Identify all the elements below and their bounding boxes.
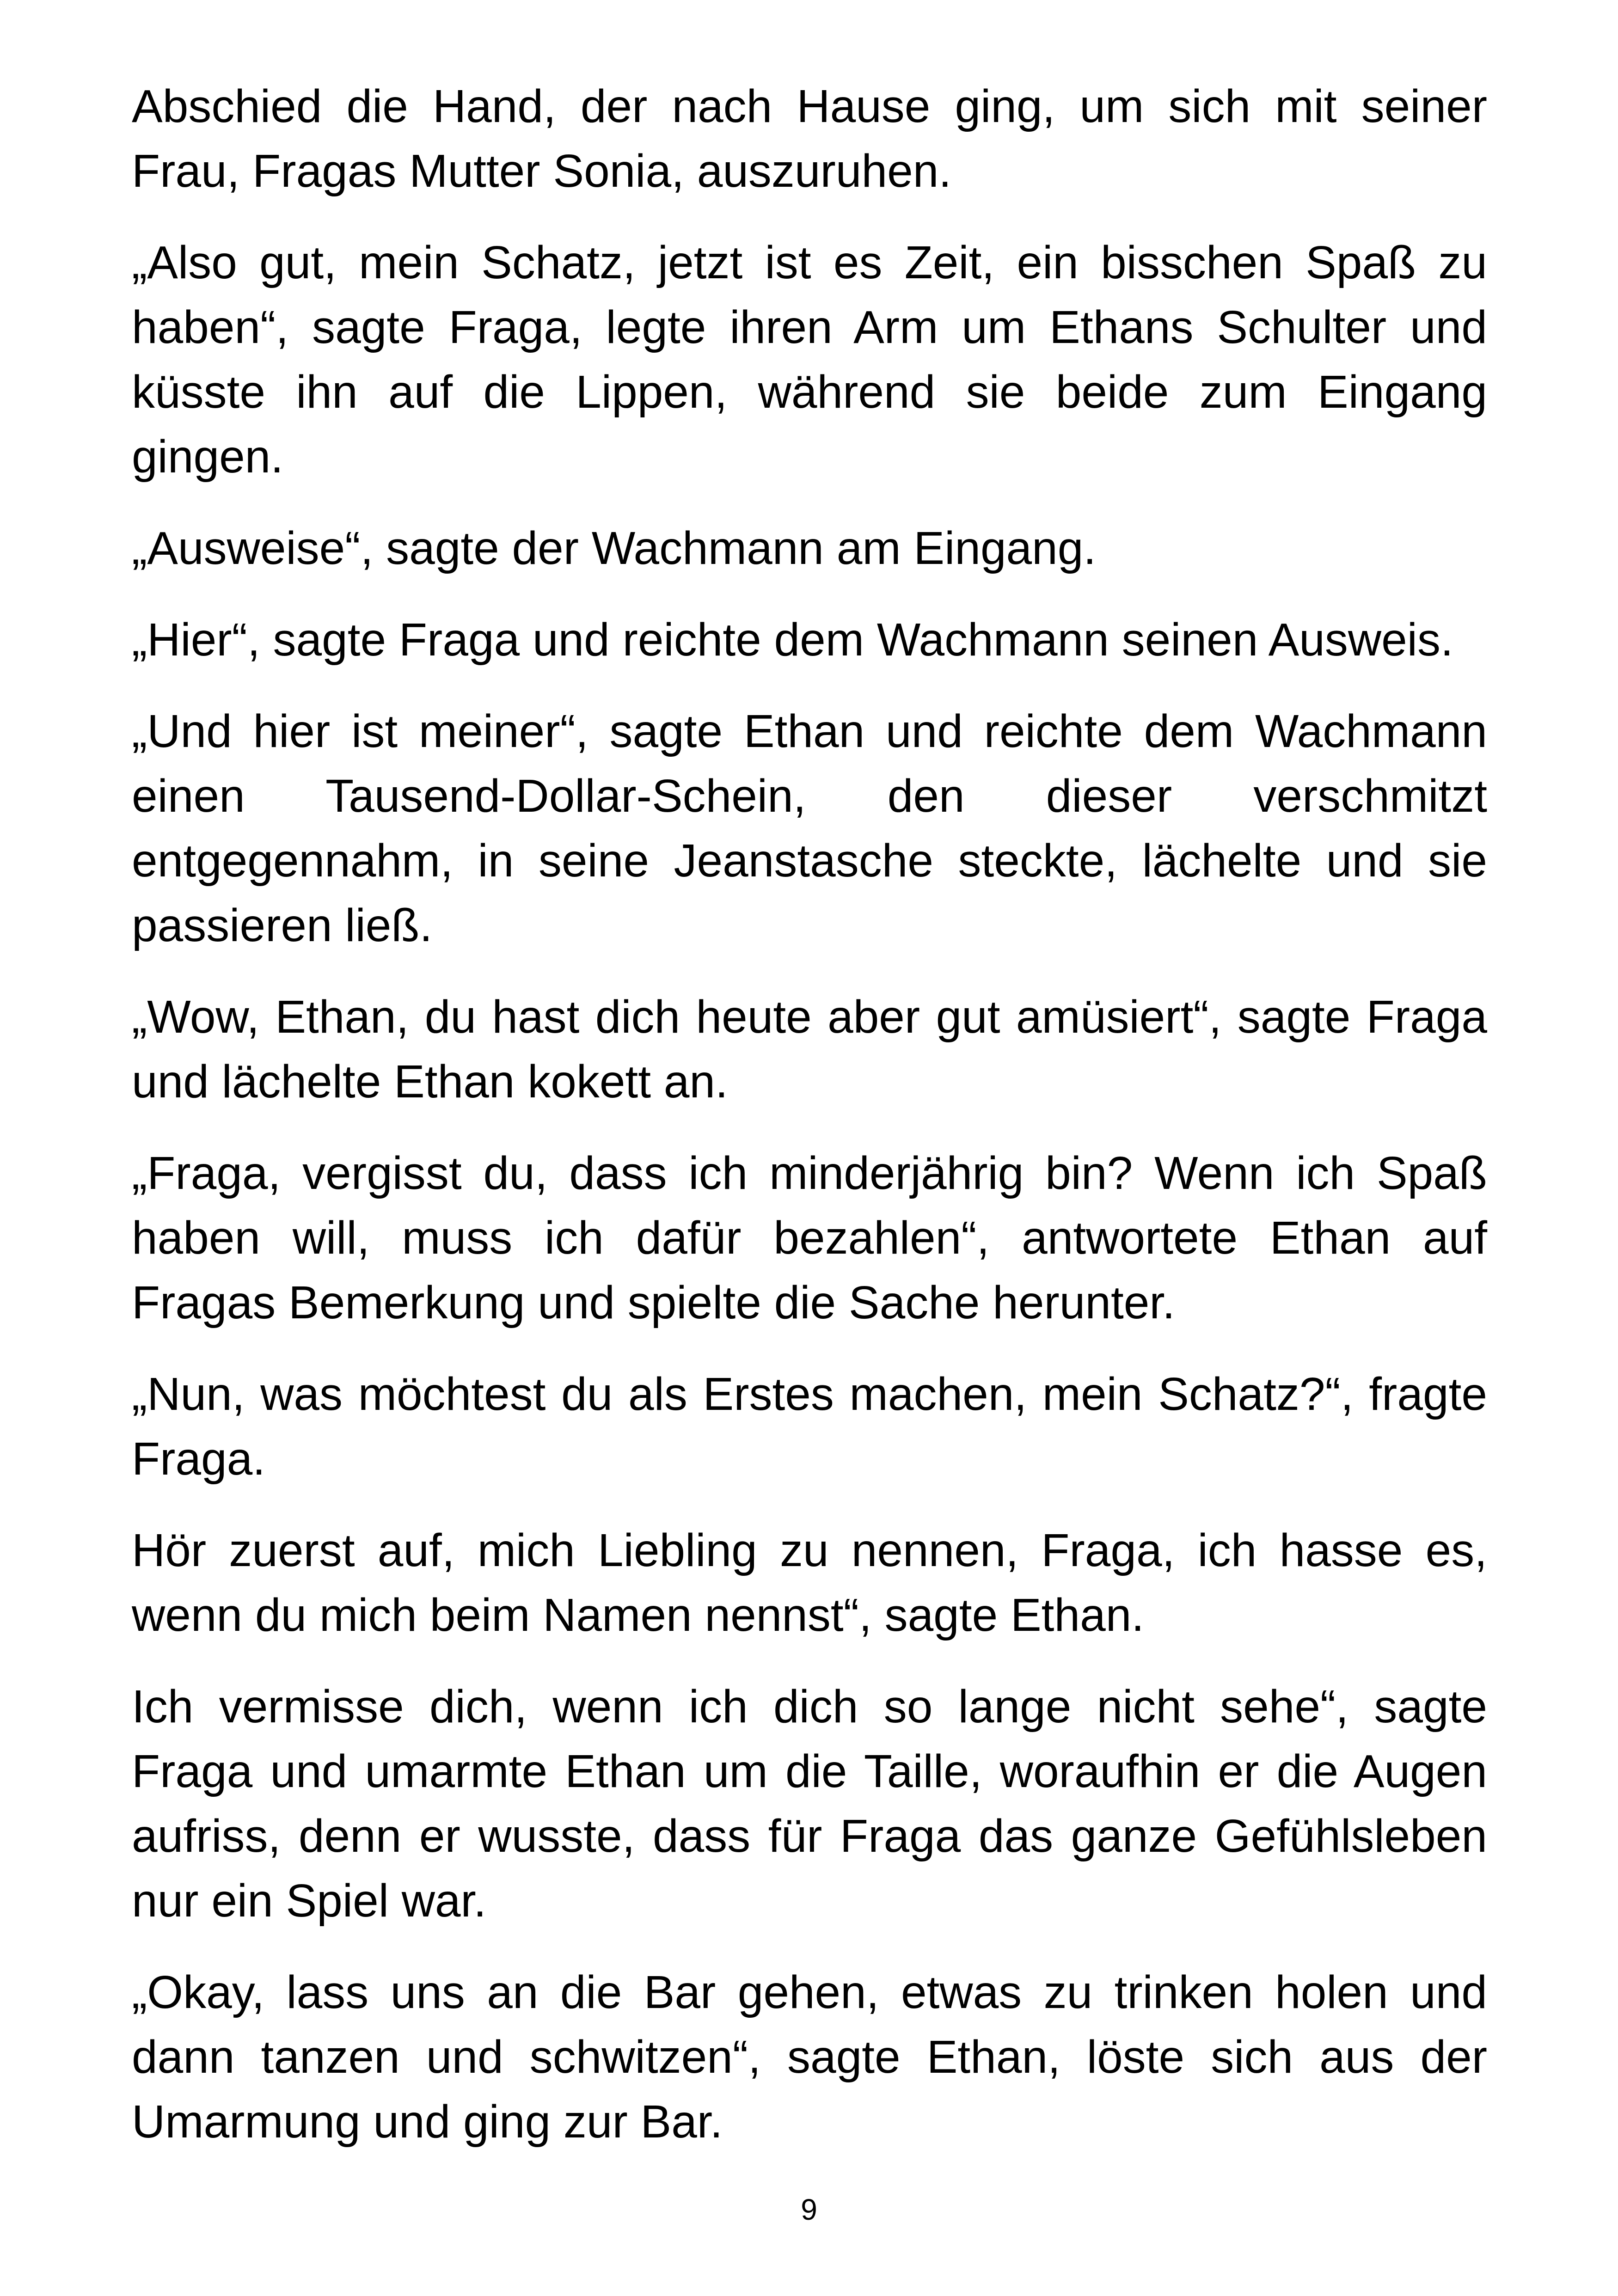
paragraph-4: „Hier“, sagte Fraga und reichte dem Wachmann seinen Ausweis. <box>132 614 1453 666</box>
body-text <box>132 74 1487 2181</box>
paragraph-7: „Fraga, vergisst du, dass ich minderjährig bin? Wenn ich Spaß haben will, muss ich dafür bezahlen“, antwortete Ethan auf Fragas Bemerkung und spielte die Sache herunter. <box>132 1147 1487 1329</box>
paragraph-11: „Okay, lass uns an die Bar gehen, etwas zu trinken holen und dann tanzen und schwitzen“, sagte Ethan, löste sich aus der Umarmung und ging zur Bar. <box>132 1966 1487 2148</box>
paragraph-5: „Und hier ist meiner“, sagte Ethan und reichte dem Wachmann einen Tausend-Dollar-Schein, den dieser verschmitzt entgegennahm, in seine Jeanstasche steckte, lächelte und sie passieren ließ. <box>132 705 1487 951</box>
paragraph-3: „Ausweise“, sagte der Wachmann am Eingang. <box>132 522 1097 574</box>
paragraph-8: „Nun, was möchtest du als Erstes machen, mein Schatz?“, fragte Fraga. <box>132 1368 1487 1485</box>
paragraph-9: Hör zuerst auf, mich Liebling zu nennen, Fraga, ich hasse es, wenn du mich beim Namen nennst“, sagte Ethan. <box>132 1525 1487 1641</box>
paragraph-6: „Wow, Ethan, du hast dich heute aber gut amüsiert“, sagte Fraga und lächelte Ethan kokett an. <box>132 991 1487 1108</box>
paragraph-10: Ich vermisse dich, wenn ich dich so lange nicht sehe“, sagte Fraga und umarmte Ethan um die Taille, woraufhin er die Augen aufriss, denn er wusste, dass für Fraga das ganze Gefühlsleben nur ein Spiel war. <box>132 1681 1487 1927</box>
paragraph-2: „Also gut, mein Schatz, jetzt ist es Zeit, ein bisschen Spaß zu haben“, sagte Fraga, legte ihren Arm um Ethans Schulter und küsste ihn auf die Lippen, während sie beide zum Eingang gingen. <box>132 237 1487 483</box>
paragraph-1: Abschied die Hand, der nach Hause ging, um sich mit seiner Frau, Fragas Mutter Sonia, auszuruhen. <box>132 80 1487 197</box>
page-number: 9 <box>801 2193 817 2226</box>
